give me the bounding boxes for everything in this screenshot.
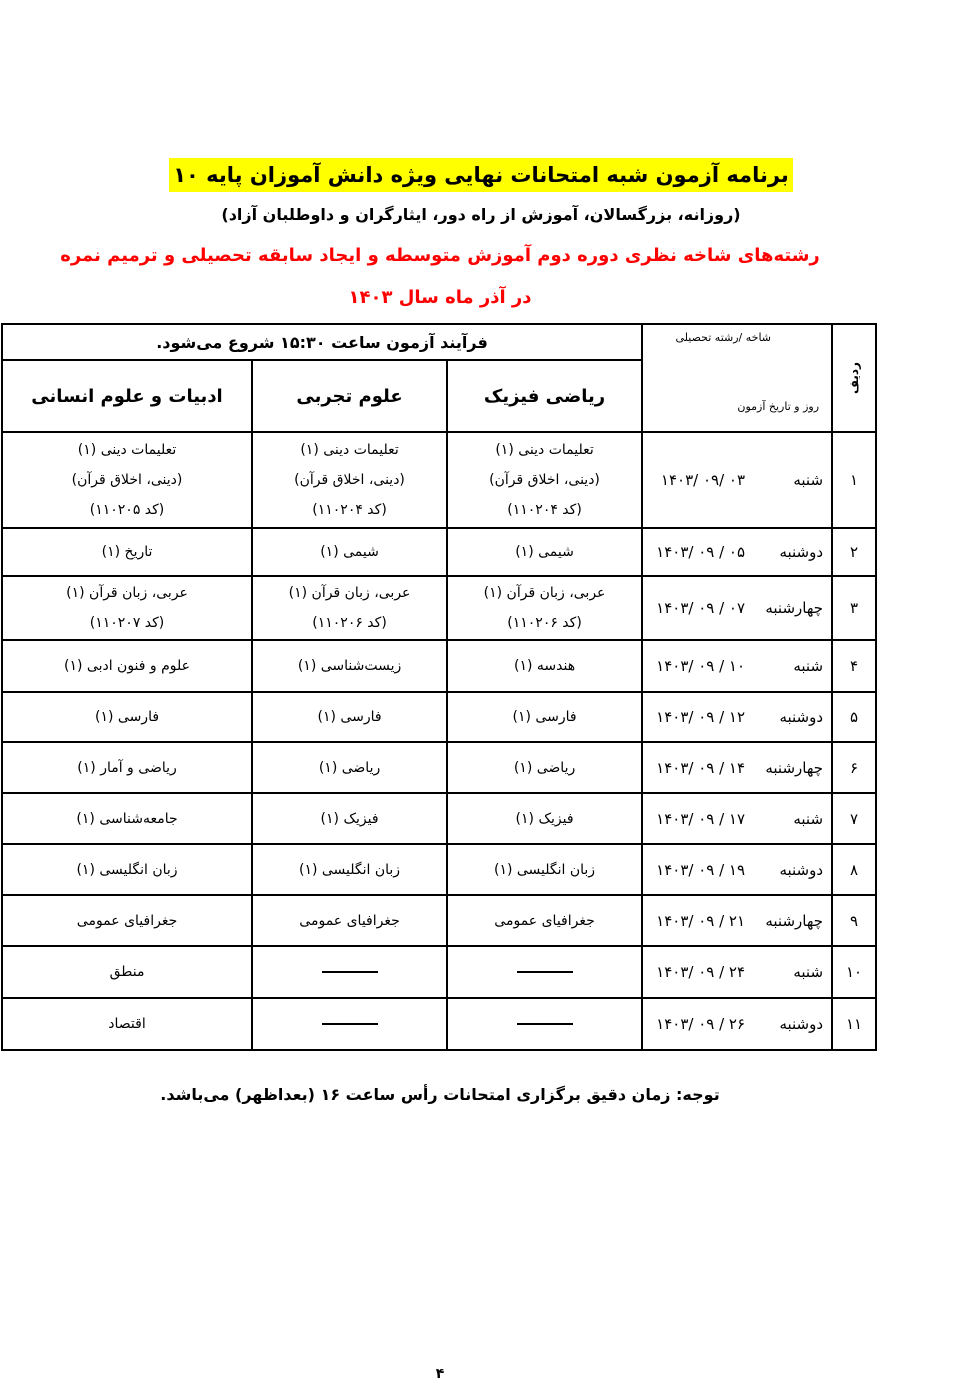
date-cell: [642, 895, 832, 946]
empty-dash: [517, 1023, 573, 1025]
subject-line: (کد ۱۱۰۲۰۷): [89, 615, 165, 631]
row-number: ۱۱: [832, 998, 876, 1050]
subject-cell-phys: [447, 640, 642, 692]
subject-line: فیزیک (۱): [320, 810, 379, 827]
subject-line: جغرافیای عمومی: [494, 912, 595, 929]
subject-cell-hum: [2, 692, 252, 742]
branch-label: شاخه /رشته تحصیلی: [675, 331, 772, 344]
table-row: [2, 998, 876, 1050]
exam-schedule-table: [1, 323, 877, 1051]
row-number: ۳: [832, 576, 876, 640]
major-hum: ادبیات و علوم انسانی: [2, 360, 252, 432]
red-heading-1: رشته‌های شاخه نظری دوره دوم آموزش متوسطه و ایجاد سابقه تحصیلی و ترمیم نمره: [60, 245, 820, 266]
subject-cell-phys: [447, 946, 642, 998]
row-number: ۴: [832, 640, 876, 692]
subject-line: تاریخ (۱): [101, 544, 153, 560]
exam-day: چهارشنبه: [765, 758, 824, 777]
date-cell: [642, 793, 832, 844]
subject-line: تعلیمات دینی (۱): [77, 442, 177, 458]
exam-day: شنبه: [793, 471, 824, 489]
exam-date: ۱۴۰۳/ ۰۹ / ۱۰: [656, 657, 746, 675]
subject-cell-bio: [252, 844, 447, 895]
subject-cell-bio: [252, 998, 447, 1050]
empty-dash: [322, 971, 378, 973]
subtitle: (روزانه، بزرگسالان، آموزش از راه دور، ایثارگران و داوطلبان آزاد): [221, 205, 741, 224]
subject-line: زبان انگلیسی (۱): [76, 861, 178, 878]
footer-note: توجه: زمان دقیق برگزاری امتحانات رأس ساعت ۱۶ (بعداظهر) می‌باشد.: [160, 1085, 720, 1104]
subject-cell-bio: [252, 692, 447, 742]
exam-day: چهارشنبه: [765, 599, 824, 617]
row-number: ۸: [832, 844, 876, 895]
subject-line: (کد ۱۱۰۲۰۶): [312, 615, 387, 631]
row-number: ۷: [832, 793, 876, 844]
branch-date-header: [642, 324, 832, 432]
exam-day: دوشنبه: [779, 1015, 824, 1033]
exam-date: ۱۴۰۳/ ۰۹ / ۲۶: [656, 1015, 746, 1033]
red-heading-2: در آذر ماه سال ۱۴۰۳: [348, 287, 532, 308]
exam-date: ۱۴۰۳/ ۰۹/ ۰۳: [660, 471, 746, 489]
subject-cell-hum: [2, 640, 252, 692]
exam-date: ۱۴۰۳/ ۰۹ / ۰۵: [656, 543, 746, 561]
subject-line: زیست‌شناسی (۱): [297, 658, 402, 674]
subject-cell-phys: [447, 844, 642, 895]
table-row: [2, 742, 876, 793]
subject-line: ریاضی (۱): [318, 759, 381, 776]
subject-line: جغرافیای عمومی: [76, 912, 178, 929]
subject-line: شیمی (۱): [320, 544, 379, 560]
table-row: [2, 946, 876, 998]
page-title: برنامه آزمون شبه امتحانات نهایی ویژه دانش آموزان پایه ۱۰: [169, 158, 793, 192]
exam-date: ۱۴۰۳/ ۰۹ / ۱۴: [656, 758, 746, 777]
subject-cell-hum: [2, 793, 252, 844]
table-row: [2, 432, 876, 528]
subject-line: (دینی، اخلاق قرآن): [489, 472, 600, 488]
row-number: ۱۰: [832, 946, 876, 998]
subject-line: (دینی، اخلاق قرآن): [71, 472, 183, 488]
process-header: فرآیند آزمون ساعت ۱۵:۳۰ شروع می‌شود.: [2, 324, 642, 360]
exam-day: شنبه: [793, 657, 824, 675]
table-row: [2, 576, 876, 640]
table-row: [2, 640, 876, 692]
row-number: ۱: [832, 432, 876, 528]
subject-line: عربی، زبان قرآن (۱): [288, 585, 411, 601]
page-number: ۴: [435, 1366, 445, 1382]
table-row: [2, 692, 876, 742]
subject-line: عربی، زبان قرآن (۱): [483, 585, 606, 601]
subject-cell-phys: [447, 895, 642, 946]
subject-line: جامعه‌شناسی (۱): [76, 810, 178, 827]
subject-cell-hum: [2, 998, 252, 1050]
subject-cell-hum: [2, 742, 252, 793]
date-cell: [642, 998, 832, 1050]
empty-dash: [517, 971, 573, 973]
subject-cell-bio: [252, 432, 447, 528]
subject-line: منطق: [109, 964, 145, 980]
subject-line: اقتصاد: [108, 1016, 146, 1032]
empty-dash: [322, 1023, 378, 1025]
exam-date: ۱۴۰۳/ ۰۹ / ۲۱: [656, 911, 746, 930]
exam-date: ۱۴۰۳/ ۰۹ / ۰۷: [656, 599, 746, 617]
subject-cell-phys: [447, 998, 642, 1050]
subject-cell-hum: [2, 946, 252, 998]
radif-label: ردیف: [847, 362, 862, 394]
subject-cell-bio: [252, 742, 447, 793]
subject-cell-phys: [447, 793, 642, 844]
subject-cell-bio: [252, 895, 447, 946]
subject-cell-phys: [447, 432, 642, 528]
subject-cell-phys: [447, 576, 642, 640]
subject-line: (کد ۱۱۰۲۰۶): [507, 615, 582, 631]
subject-cell-phys: [447, 742, 642, 793]
subject-cell-hum: [2, 432, 252, 528]
date-cell: [642, 742, 832, 793]
subject-line: (کد ۱۱۰۲۰۴): [312, 502, 387, 518]
subject-line: فارسی (۱): [512, 709, 577, 725]
subject-line: زبان انگلیسی (۱): [493, 861, 596, 878]
subject-line: علوم و فنون ادبی (۱): [63, 658, 191, 674]
subject-line: تعلیمات دینی (۱): [300, 442, 399, 458]
subject-line: فارسی (۱): [317, 709, 382, 725]
row-number: ۲: [832, 528, 876, 576]
date-cell: [642, 692, 832, 742]
row-number: ۹: [832, 895, 876, 946]
subject-line: (دینی، اخلاق قرآن): [294, 472, 405, 488]
row-number: ۵: [832, 692, 876, 742]
subject-cell-phys: [447, 692, 642, 742]
subject-line: ریاضی (۱): [513, 759, 576, 776]
subject-line: زبان انگلیسی (۱): [298, 861, 401, 878]
date-cell: [642, 640, 832, 692]
subject-cell-bio: [252, 946, 447, 998]
subject-cell-hum: [2, 895, 252, 946]
major-phys: ریاضی فیزیک: [447, 360, 642, 432]
exam-date: ۱۴۰۳/ ۰۹ / ۱۲: [656, 708, 746, 726]
subject-line: فیزیک (۱): [515, 810, 574, 827]
subject-line: شیمی (۱): [515, 544, 574, 560]
radif-header: [832, 324, 876, 432]
subject-cell-hum: [2, 844, 252, 895]
exam-date: ۱۴۰۳/ ۰۹ / ۱۷: [656, 809, 746, 828]
date-cell: [642, 946, 832, 998]
date-label: روز و تاریخ آزمون: [737, 400, 820, 413]
date-cell: [642, 844, 832, 895]
subject-line: هندسه (۱): [513, 658, 576, 674]
subject-cell-bio: [252, 576, 447, 640]
major-bio: علوم تجربی: [252, 360, 447, 432]
subject-line: (کد ۱۱۰۲۰۵): [89, 502, 165, 518]
subject-cell-phys: [447, 528, 642, 576]
subject-cell-bio: [252, 528, 447, 576]
exam-day: شنبه: [793, 963, 824, 981]
date-cell: [642, 528, 832, 576]
table-row: [2, 844, 876, 895]
title-wrap: [0, 158, 962, 192]
exam-day: دوشنبه: [779, 708, 824, 726]
row-number: ۶: [832, 742, 876, 793]
date-cell: [642, 576, 832, 640]
exam-day: دوشنبه: [779, 860, 824, 879]
subject-line: فارسی (۱): [95, 709, 160, 725]
date-cell: [642, 432, 832, 528]
subject-line: (کد ۱۱۰۲۰۴): [507, 502, 582, 518]
subject-cell-hum: [2, 576, 252, 640]
exam-day: دوشنبه: [779, 543, 824, 561]
exam-day: چهارشنبه: [765, 911, 824, 930]
exam-date: ۱۴۰۳/ ۰۹ / ۲۴: [656, 963, 746, 981]
subject-cell-bio: [252, 640, 447, 692]
exam-day: شنبه: [793, 809, 824, 828]
table-row: [2, 528, 876, 576]
subject-line: عربی، زبان قرآن (۱): [66, 585, 188, 601]
exam-date: ۱۴۰۳/ ۰۹ / ۱۹: [656, 860, 746, 879]
subject-line: تعلیمات دینی (۱): [495, 442, 594, 458]
table-row: [2, 895, 876, 946]
subject-cell-bio: [252, 793, 447, 844]
subject-line: جغرافیای عمومی: [299, 912, 400, 929]
table-row: [2, 793, 876, 844]
subject-line: ریاضی و آمار (۱): [77, 759, 177, 776]
table-body: [2, 432, 876, 1050]
subject-cell-hum: [2, 528, 252, 576]
